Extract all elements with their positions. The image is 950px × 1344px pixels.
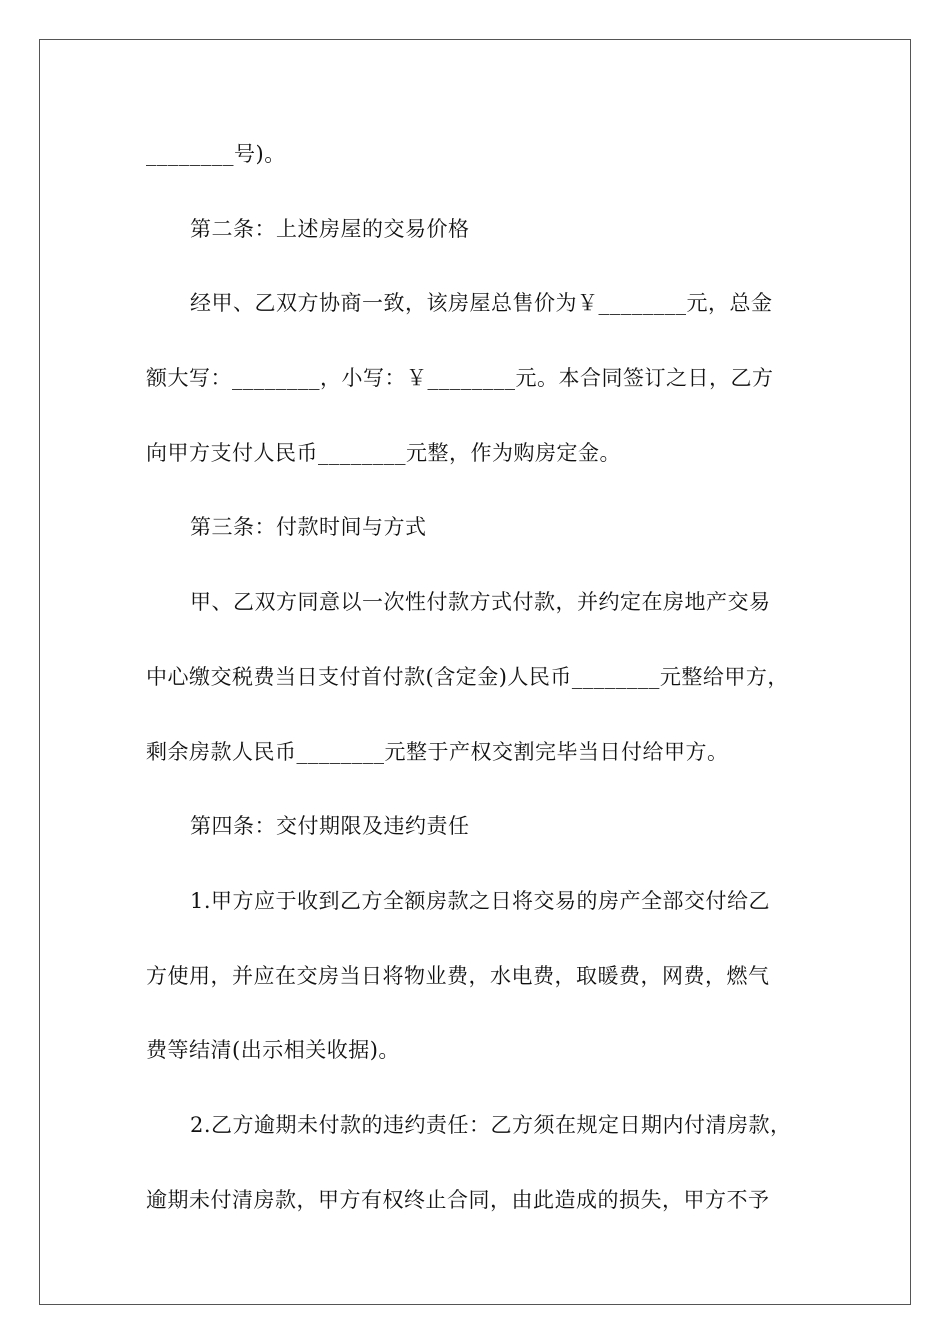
text-line: 1.甲方应于收到乙方全额房款之日将交易的房产全部交付给乙: [190, 888, 771, 913]
text-line: 费等结清(出示相关收据)。: [146, 1038, 400, 1063]
text-line: 甲、乙双方同意以一次性付款方式付款，并约定在房地产交易: [190, 590, 771, 615]
section-heading: 第三条：付款时间与方式: [190, 515, 427, 540]
section-heading: 第四条：交付期限及违约责任: [190, 814, 470, 839]
text-line: 额大写：________，小写：￥________元。本合同签订之日，乙方: [146, 366, 774, 391]
section-heading: 第二条：上述房屋的交易价格: [190, 216, 470, 241]
text-line: 中心缴交税费当日支付首付款(含定金)人民币________元整给甲方，: [146, 664, 789, 689]
text-line: 向甲方支付人民币________元整，作为购房定金。: [146, 440, 621, 465]
text-line: 逾期未付清房款，甲方有权终止合同，由此造成的损失，甲方不予: [146, 1187, 770, 1212]
text-line: 经甲、乙双方协商一致，该房屋总售价为￥________元，总金: [190, 291, 773, 316]
text-line: 2.乙方逾期未付款的违约责任：乙方须在规定日期内付清房款，: [190, 1112, 792, 1137]
document-body: [146, 130, 806, 1250]
text-line: 方使用，并应在交房当日将物业费，水电费，取暖费，网费，燃气: [146, 963, 770, 988]
text-line: ________号)。: [146, 142, 286, 166]
text-line: 剩余房款人民币________元整于产权交割完毕当日付给甲方。: [146, 739, 729, 764]
